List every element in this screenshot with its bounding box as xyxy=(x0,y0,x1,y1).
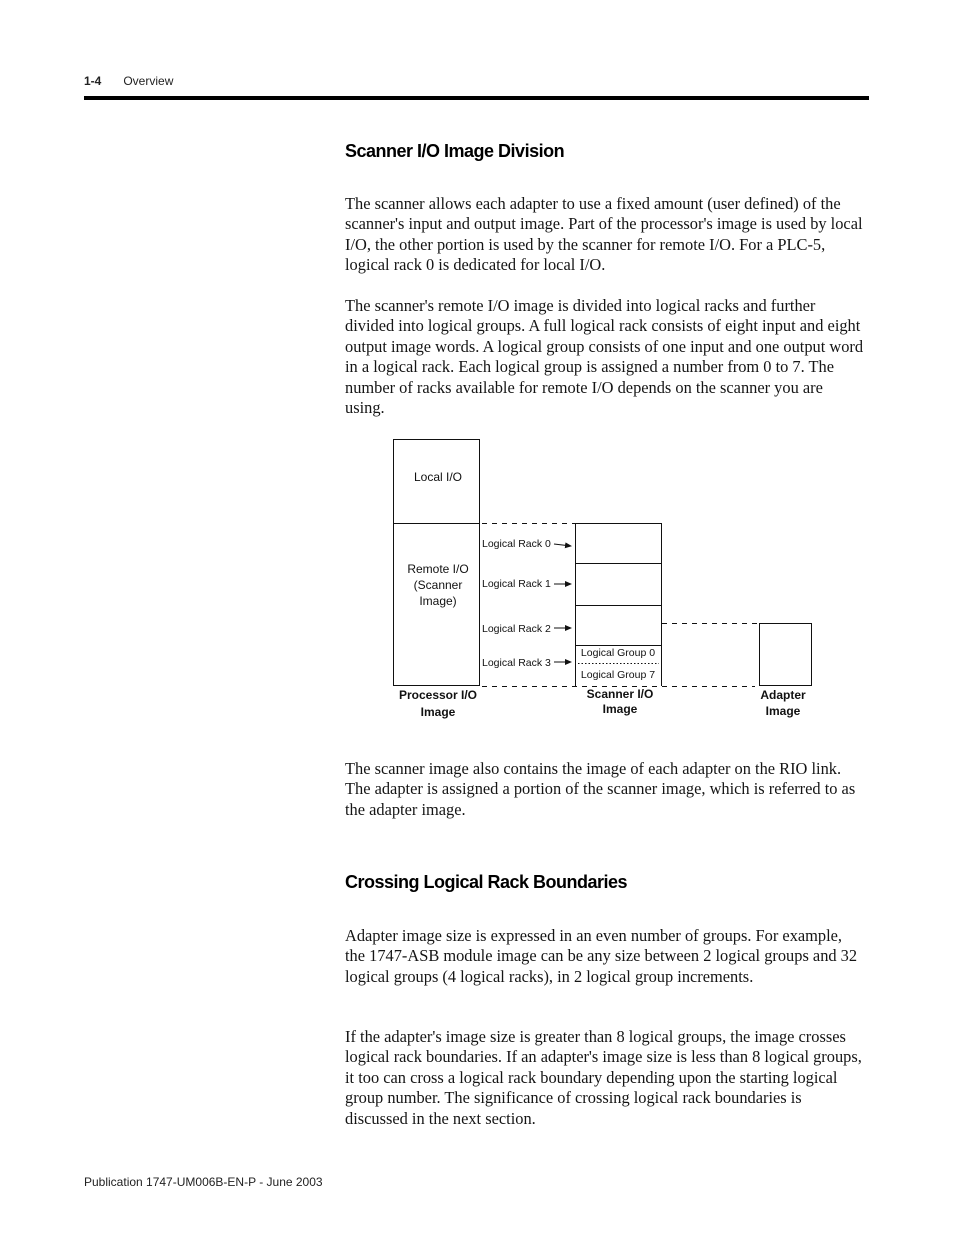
scanner-rack-0-box xyxy=(576,524,662,564)
adapter-caption-line1: Adapter xyxy=(760,688,806,702)
logical-rack-2-label: Logical Rack 2 xyxy=(482,623,551,635)
publication-footer: Publication 1747-UM006B-EN-P - June 2003 xyxy=(84,1175,323,1189)
logical-rack-0-label: Logical Rack 0 xyxy=(482,538,551,550)
remote-io-label-line1: Remote I/O xyxy=(407,562,469,576)
logical-group-0-label: Logical Group 0 xyxy=(580,647,656,659)
logical-rack-1-label: Logical Rack 1 xyxy=(482,578,551,590)
logical-group-7-label: Logical Group 7 xyxy=(580,669,656,681)
processor-caption-line1: Processor I/O xyxy=(398,688,478,702)
remote-io-label-line3: Image) xyxy=(419,594,457,608)
logical-rack-3-label: Logical Rack 3 xyxy=(482,657,551,669)
section-heading-crossing-boundaries: Crossing Logical Rack Boundaries xyxy=(345,872,628,892)
remote-io-label-line2: (Scanner xyxy=(413,578,463,592)
local-io-label: Local I/O xyxy=(413,470,463,484)
paragraph-crossing-boundaries: If the adapter's image size is greater than 8 logical groups, the image crosses logical rack boundaries. If an adapter's image size is less than 8 logical groups, it too can cross a logical rack boundary depending upon the starting logical group number. The significance of crossing logical rack boundaries is discussed in the next section. xyxy=(345,1027,862,1128)
rack-0-arrow xyxy=(554,544,571,546)
paragraph-adapter-image: The scanner image also contains the image of each adapter on the RIO link. The adapter is assigned a portion of the scanner image, which is referred to as the adapter image. xyxy=(345,759,856,819)
paragraph-scanner-fixed-amount: The scanner allows each adapter to use a fixed amount (user defined) of the scanner's input and output image. Part of the processor's image is used by local I/O, the other portion is used by the scanner for remote I/O. For a PLC-5, logical rack 0 is dedicated for local I/O. xyxy=(345,194,863,275)
adapter-caption-line2: Image xyxy=(765,704,801,718)
paragraph-adapter-size: Adapter image size is expressed in an even number of groups. For example, the 1747-ASB module image can be any size between 2 logical groups and 32 logical groups (4 logical racks), in 2 logical group increments. xyxy=(345,926,858,986)
scanner-rack-1-box xyxy=(576,564,662,606)
section-heading-scanner-io: Scanner I/O Image Division xyxy=(345,141,565,161)
adapter-image-box xyxy=(760,624,812,686)
paragraph-logical-racks: The scanner's remote I/O image is divided into logical racks and further divided into logical groups. A full logical rack consists of eight input and eight output image words. A logical group consists of one input and one output word in a logical rack. Each logical group is assigned a number from 0 to 7. The number of racks available for remote I/O depends on the scanner you are using. xyxy=(345,296,864,418)
scanner-rack-2-box xyxy=(576,606,662,646)
scanner-caption-line2: Image xyxy=(602,702,638,716)
page-number: 1-4 xyxy=(84,74,102,88)
processor-caption-line2: Image xyxy=(420,705,456,719)
scanner-caption-line1: Scanner I/O xyxy=(586,687,654,701)
header-section-name: Overview xyxy=(123,74,174,88)
